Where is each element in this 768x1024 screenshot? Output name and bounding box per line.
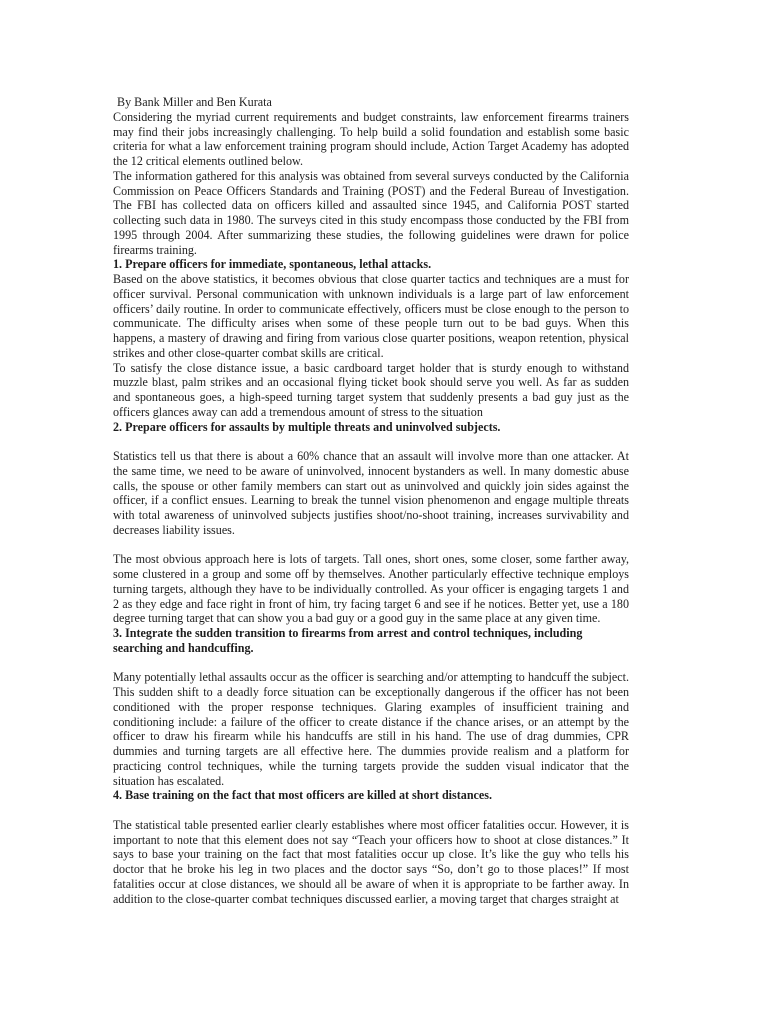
section-1-paragraph-2: To satisfy the close distance issue, a basic cardboard target holder that is sturdy enough to withstand muzzle blast, palm strikes and an occasional flying ticket book should serve you well. As far as sudden and spontaneous goes, a high-speed turning target system that suddenly presents a bad guy just as the officers glances away can add a tremendous amount of stress to the situation bbox=[113, 360, 629, 419]
section-4-heading: 4. Base training on the fact that most officers are killed at short distances. bbox=[113, 788, 493, 803]
section-3-heading: 3. Integrate the sudden transition to firearms from arrest and control techniques, including searching and handcuffing. bbox=[113, 626, 583, 655]
section-1-heading: 1. Prepare officers for immediate, spontaneous, lethal attacks. bbox=[113, 257, 432, 272]
section-3-paragraph-1: Many potentially lethal assaults occur as the officer is searching and/or attempting to handcuff the subject. This sudden shift to a deadly force situation can be exceptionally dangerous if the officer has not been conditioned with the proper response techniques. Glaring examples of insufficient training and conditioning include: a failure of the officer to create distance if the chance arises, or an attempt by the officer to draw his firearm while his handcuffs are still in his hand. The use of drag dummies, CPR dummies and turning targets are all effective here. The dummies provide realism and a platform for practicing control techniques, while the turning targets provide the sudden visual indicator that the situation has escalated. bbox=[113, 670, 629, 788]
blank-line bbox=[113, 538, 629, 553]
section-4-paragraph-1: The statistical table presented earlier clearly establishes where most officer fatalities occur. However, it is important to note that this element does not say “Teach your officers how to shoot at close distances.” It says to base your training on the fact that most fatalities occur up close. It’s like the guy who tells his doctor that he broke his leg in two places and the doctor says “So, don’t go to those places!” If most fatalities occur at close distances, we should all be aware of when it is appropriate to be farther away. In addition to the close-quarter combat techniques discussed earlier, a moving target that charges straight at bbox=[113, 817, 629, 906]
intro-paragraph-2: The information gathered for this analysis was obtained from several surveys conducted by the California Commission on Peace Officers Standards and Training (POST) and the Federal Bureau of Investigation. The FBI has collected data on officers killed and assaulted since 1945, and California POST started collecting such data in 1980. The surveys cited in this study encompass those conducted by the FBI from 1995 through 2004. After summarizing these studies, the following guidelines were drawn for police firearms training. bbox=[113, 168, 629, 257]
blank-line bbox=[113, 656, 629, 671]
byline: By Bank Miller and Ben Kurata bbox=[117, 95, 272, 109]
article-body bbox=[113, 95, 629, 906]
section-2-heading: 2. Prepare officers for assaults by multiple threats and uninvolved subjects. bbox=[113, 419, 501, 434]
section-2-paragraph-1: Statistics tell us that there is about a 60% chance that an assault will involve more than one attacker. At the same time, we need to be aware of uninvolved, innocent bystanders as well. In many domestic abuse calls, the spouse or other family members can start out as uninvolved and quickly join sides against the officer, if a conflict ensues. Learning to break the tunnel vision phenomenon and engage multiple threats with total awareness of uninvolved subjects justifies shoot/no-shoot training, increases survivability and decreases liability issues. bbox=[113, 449, 629, 537]
section-1-paragraph-1: Based on the above statistics, it becomes obvious that close quarter tactics and techniques are a must for officer survival. Personal communication with unknown individuals is a large part of law enforcement officers’ daily routine. In order to communicate effectively, officers must be close enough to the person to communicate. The difficulty arises when some of these people turn out to be bad guys. When this happens, a mastery of drawing and firing from various close quarter positions, weapon retention, physical strikes and other close-quarter combat skills are critical. bbox=[113, 272, 629, 360]
blank-line bbox=[113, 434, 629, 449]
intro-paragraph-1: Considering the myriad current requirements and budget constraints, law enforcement firearms trainers may find their jobs increasingly challenging. To help build a solid foundation and establish some basic criteria for what a law enforcement training program should include, Action Target Academy has adopted the 12 critical elements outlined below. bbox=[113, 109, 629, 168]
section-2-paragraph-2: The most obvious approach here is lots of targets. Tall ones, short ones, some closer, some farther away, some clustered in a group and some off by themselves. Another particularly effective technique employs turning targets, although they have to be individually controlled. As your officer is engaging targets 1 and 2 as they edge and face right in front of him, try facing target 6 and see if he notices. Better yet, use a 180 degree turning target that can show you a bad guy or a good guy in the same place at any given time. bbox=[113, 552, 629, 626]
blank-line bbox=[113, 803, 629, 818]
